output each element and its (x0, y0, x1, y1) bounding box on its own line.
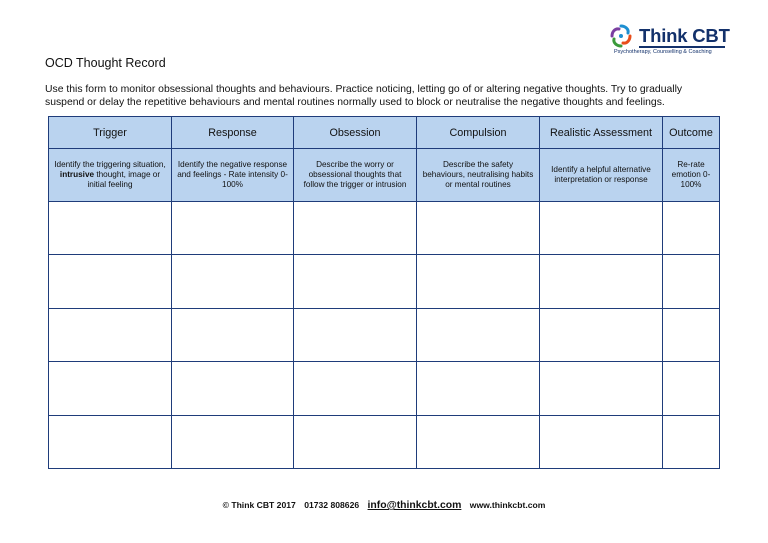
entry-cell[interactable] (49, 255, 172, 308)
column-header-realistic-assessment: Realistic Assessment (540, 117, 663, 149)
entry-cell[interactable] (172, 415, 294, 468)
entry-cell[interactable] (417, 415, 540, 468)
table-row (49, 415, 720, 468)
guide-outcome: Re-rate emotion 0-100% (663, 149, 720, 202)
entry-cell[interactable] (663, 202, 720, 255)
entry-cell[interactable] (663, 362, 720, 415)
entry-cell[interactable] (540, 308, 663, 361)
think-cbt-logo (609, 24, 729, 60)
entry-cell[interactable] (49, 202, 172, 255)
footer-copyright: © Think CBT 2017 (222, 500, 296, 510)
entry-cell[interactable] (294, 362, 417, 415)
thought-record-table (48, 116, 720, 469)
entry-cell[interactable] (417, 362, 540, 415)
guide-obsession: Describe the worry or obsessional thoughts that follow the trigger or intrusion (294, 149, 417, 202)
entry-cell[interactable] (663, 255, 720, 308)
column-header-outcome: Outcome (663, 117, 720, 149)
spiral-logo-icon (609, 24, 633, 48)
entry-cell[interactable] (540, 202, 663, 255)
entry-cell[interactable] (417, 308, 540, 361)
footer-phone: 01732 808626 (304, 500, 360, 510)
header-row (49, 117, 720, 149)
footer-email-link[interactable]: info@thinkcbt.com (367, 500, 462, 511)
entry-cell[interactable] (172, 308, 294, 361)
entry-cell[interactable] (294, 415, 417, 468)
column-header-obsession: Obsession (294, 117, 417, 149)
column-header-response: Response (172, 117, 294, 149)
footer (0, 500, 768, 511)
guide-trigger-bold: intrusive (59, 170, 95, 179)
document-title: OCD Thought Record (45, 56, 166, 70)
entry-cell[interactable] (663, 308, 720, 361)
entry-cell[interactable] (663, 415, 720, 468)
table-row (49, 255, 720, 308)
entry-cell[interactable] (49, 308, 172, 361)
guide-realistic-assessment: Identify a helpful alternative interpretation or response (540, 149, 663, 202)
entry-cell[interactable] (49, 415, 172, 468)
entry-cell[interactable] (417, 202, 540, 255)
intro-line-2: suspend or delay the repetitive behaviours and mental routines normally used to block or neutralise the negative thoughts and feelings. (45, 96, 665, 108)
intro-text (45, 84, 745, 109)
entry-cell[interactable] (172, 362, 294, 415)
guide-response: Identify the negative response and feelings - Rate intensity 0-100% (172, 149, 294, 202)
footer-website-link[interactable]: www.thinkcbt.com (469, 500, 546, 510)
guide-trigger-part2: thought, image or initial feeling (87, 170, 161, 189)
table-row (49, 308, 720, 361)
entry-cell[interactable] (294, 308, 417, 361)
table-row (49, 362, 720, 415)
column-header-compulsion: Compulsion (417, 117, 540, 149)
entry-cell[interactable] (172, 255, 294, 308)
entry-cell[interactable] (540, 362, 663, 415)
intro-line-1: Use this form to monitor obsessional thoughts and behaviours. Practice noticing, letting go of or altering negative thoughts. Try to gradually (45, 84, 683, 95)
guide-trigger (49, 149, 172, 202)
guidance-row (49, 149, 720, 202)
entry-cell[interactable] (294, 255, 417, 308)
entry-cell[interactable] (540, 415, 663, 468)
entry-cell[interactable] (172, 202, 294, 255)
entry-cell[interactable] (417, 255, 540, 308)
guide-trigger-part1: Identify the triggering situation, (54, 160, 166, 169)
entry-cell[interactable] (540, 255, 663, 308)
table-row (49, 202, 720, 255)
entry-cell[interactable] (294, 202, 417, 255)
entry-cell[interactable] (49, 362, 172, 415)
logo-underline (639, 46, 725, 48)
guide-compulsion: Describe the safety behaviours, neutralising habits or mental routines (417, 149, 540, 202)
logo-tagline: Psychotherapy, Counselling & Coaching (614, 49, 712, 55)
column-header-trigger: Trigger (49, 117, 172, 149)
logo-name: Think CBT (639, 25, 730, 46)
